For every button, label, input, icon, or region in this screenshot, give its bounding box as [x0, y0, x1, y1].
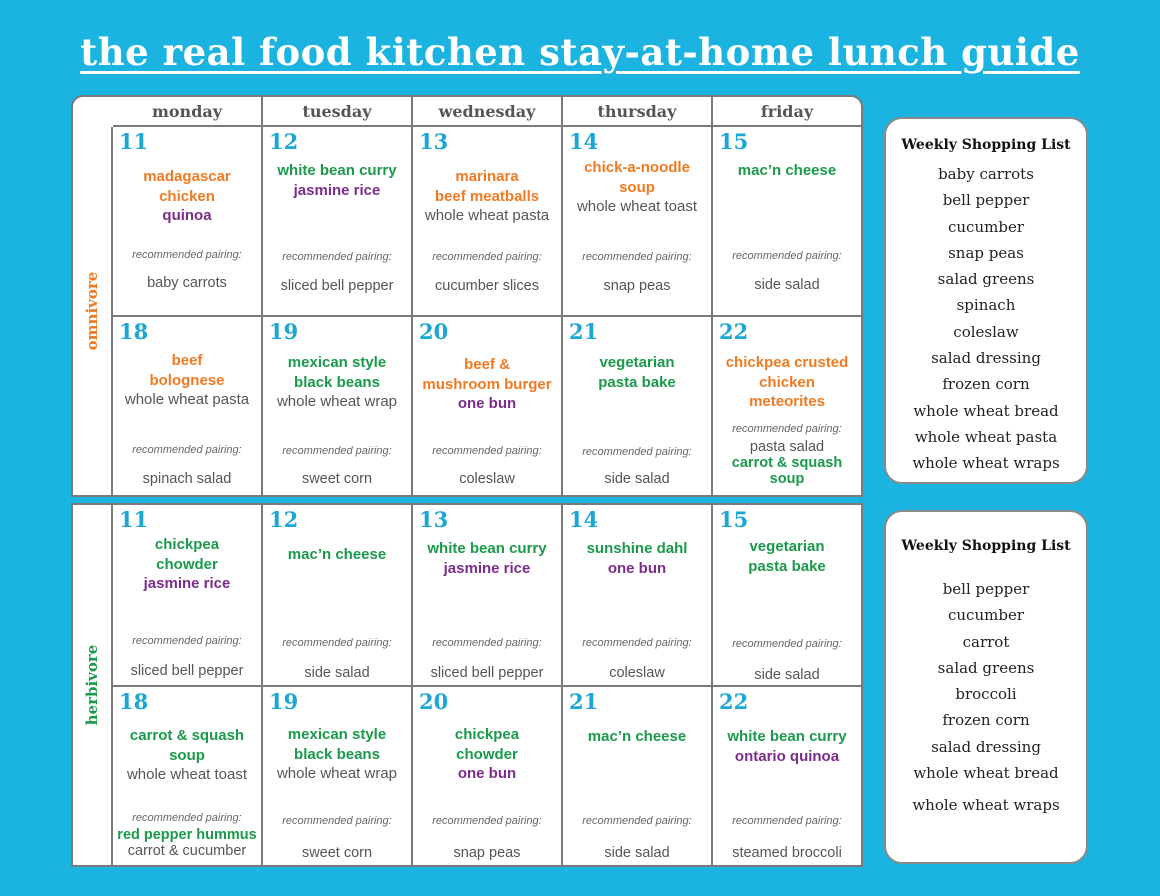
meal-text: [263, 725, 411, 784]
meal-line: soup: [619, 178, 655, 196]
pairing-line: spinach salad: [142, 471, 232, 487]
pairing-line: snap peas: [603, 278, 671, 294]
pairing-line: steamed broccoli: [732, 845, 842, 861]
pairing-line: sliced bell pepper: [430, 665, 544, 681]
meal-text: [413, 725, 561, 784]
shopping-list-item: spinach: [956, 296, 1016, 315]
shopping-list-item: baby carrots: [938, 165, 1034, 183]
meal-line: beef &: [464, 356, 510, 373]
meal-line: mac’n cheese: [587, 728, 687, 745]
pairing-label: recommended pairing:: [582, 815, 692, 827]
meal-text: [113, 167, 261, 226]
date-number: 12: [269, 507, 299, 532]
week-row: [113, 315, 861, 495]
shopping-list-item: cucumber: [948, 217, 1024, 236]
pairing-label: recommended pairing:: [282, 445, 392, 457]
pairing-text: [413, 278, 561, 294]
shopping-list-item: carrot: [962, 632, 1010, 651]
omnivore-side-label: [73, 127, 113, 495]
meal-text: [713, 537, 861, 576]
week-row: [113, 505, 861, 685]
day-cell-tuesday: [261, 317, 411, 495]
day-cell-tuesday: [261, 127, 411, 315]
date-number: 19: [269, 319, 299, 344]
meal-line: meteorites: [749, 393, 825, 410]
pairing-text: [263, 845, 411, 861]
pairing-text: [413, 845, 561, 861]
herbivore-label: herbivore: [83, 644, 101, 726]
date-number: 15: [719, 129, 749, 154]
meal-text: [563, 158, 711, 217]
pairing-label: recommended pairing:: [282, 251, 392, 263]
meal-line: mexican style: [287, 354, 387, 371]
meal-line: white bean curry: [427, 540, 547, 557]
date-number: 15: [719, 507, 749, 532]
meal-text: [563, 353, 711, 392]
meal-text: [563, 539, 711, 578]
date-number: 11: [119, 129, 149, 154]
meal-line: beef meatballs: [434, 187, 540, 205]
date-number: 14: [569, 507, 599, 532]
day-cell-tuesday: [261, 505, 411, 685]
pairing-label: recommended pairing:: [132, 444, 242, 456]
meal-line: white bean curry: [277, 162, 397, 179]
pairing-text: [263, 471, 411, 487]
meal-line: chicken: [159, 187, 215, 205]
meal-text: [113, 535, 261, 594]
meal-line: ontario quinoa: [734, 747, 840, 765]
shopping-list-item: coleslaw: [953, 322, 1019, 341]
day-cell-friday: [711, 127, 861, 315]
meal-text: [263, 353, 411, 412]
date-number: 18: [119, 319, 149, 344]
pairing-text: [263, 278, 411, 294]
herbivore-side-label: [73, 505, 113, 865]
shopping-list-item: whole wheat wraps: [912, 454, 1060, 473]
pairing-label: recommended pairing:: [582, 251, 692, 263]
pairing-text: [563, 278, 711, 294]
meal-text: [263, 161, 411, 200]
date-number: 21: [569, 319, 599, 344]
day-cell-monday: [113, 505, 261, 685]
meal-text: [713, 727, 861, 766]
meal-line: jasmine rice: [293, 181, 381, 199]
date-number: 13: [419, 129, 449, 154]
day-header-row: [113, 97, 861, 127]
week-row: [113, 685, 861, 867]
pairing-label: recommended pairing:: [732, 815, 842, 827]
meal-line: whole wheat pasta: [124, 391, 250, 408]
meal-line: black beans: [294, 373, 380, 391]
date-number: 12: [269, 129, 299, 154]
pairing-text: [263, 665, 411, 681]
date-number: 22: [719, 319, 749, 344]
meal-line: vegetarian: [599, 354, 675, 371]
shopping-list-item: cucumber: [948, 606, 1024, 625]
pairing-line: soup: [769, 471, 805, 487]
meal-line: black beans: [294, 745, 380, 763]
meal-line: pasta bake: [748, 557, 826, 575]
meal-line: one bun: [607, 559, 667, 577]
pairing-line: sliced bell pepper: [130, 663, 244, 679]
pairing-text: [413, 665, 561, 681]
meal-line: quinoa: [162, 207, 212, 224]
meal-text: [413, 539, 561, 578]
meal-line: mexican style: [287, 726, 387, 743]
day-cell-monday: [113, 317, 261, 495]
meal-text: [713, 161, 861, 181]
pairing-line: carrot & cucumber: [127, 843, 247, 859]
meal-text: [113, 351, 261, 410]
pairing-text: [713, 845, 861, 861]
pairing-line: snap peas: [453, 845, 521, 861]
date-number: 22: [719, 689, 749, 714]
pairing-label: recommended pairing:: [432, 637, 542, 649]
pairing-text: [713, 277, 861, 293]
day-cell-friday: [711, 505, 861, 685]
pairing-line: pasta salad: [749, 439, 825, 455]
shopping-list-item: whole wheat wraps: [912, 796, 1060, 815]
shopping-list-item: bell pepper: [942, 580, 1030, 598]
shopping-list-item: whole wheat bread: [913, 764, 1059, 783]
meal-line: mac’n cheese: [287, 546, 387, 563]
day-cell-thursday: [561, 127, 711, 315]
day-header-friday: friday: [711, 97, 861, 125]
pairing-line: sweet corn: [301, 845, 373, 861]
omnivore-shopping-list: [884, 117, 1088, 484]
day-cell-friday: [711, 317, 861, 495]
shopping-list-item: whole wheat pasta: [914, 427, 1058, 446]
meal-line: vegetarian: [749, 538, 825, 555]
pairing-label: recommended pairing:: [582, 637, 692, 649]
shopping-list-item: salad dressing: [931, 737, 1041, 756]
pairing-line: cucumber slices: [435, 278, 539, 294]
meal-line: soup: [169, 746, 205, 764]
pairing-line: coleslaw: [609, 665, 665, 681]
meal-line: beef: [171, 352, 203, 369]
date-number: 11: [119, 507, 149, 532]
meal-line: mac’n cheese: [737, 162, 837, 179]
meal-text: [263, 545, 411, 565]
shopping-list-items: [886, 161, 1086, 477]
day-cell-thursday: [561, 317, 711, 495]
shopping-list-item: broccoli: [955, 685, 1017, 704]
pairing-label: recommended pairing:: [732, 423, 842, 435]
pairing-line: side salad: [604, 845, 670, 861]
shopping-list-item: frozen corn: [942, 711, 1030, 730]
herbivore-calendar: [71, 503, 863, 867]
day-header-thursday: thursday: [561, 97, 711, 125]
meal-line: sunshine dahl: [586, 540, 688, 557]
meal-line: chickpea: [454, 726, 520, 743]
meal-line: pasta bake: [598, 373, 676, 391]
pairing-label: recommended pairing:: [732, 638, 842, 650]
shopping-list-title: Weekly Shopping List: [901, 538, 1071, 554]
pairing-label: recommended pairing:: [432, 251, 542, 263]
day-cell-monday: [113, 687, 261, 867]
meal-line: carrot & squash: [129, 727, 245, 744]
meal-line: whole wheat wrap: [276, 393, 398, 410]
pairing-line: carrot & squash: [731, 455, 843, 471]
day-cell-wednesday: [411, 127, 561, 315]
meal-line: jasmine rice: [143, 575, 231, 592]
date-number: 19: [269, 689, 299, 714]
shopping-list-item: whole wheat bread: [913, 401, 1059, 420]
pairing-label: recommended pairing:: [732, 250, 842, 262]
pairing-line: red pepper hummus: [117, 827, 257, 843]
meal-line: chicken: [759, 373, 815, 391]
meal-line: madagascar: [143, 168, 231, 185]
omnivore-label: omnivore: [83, 271, 101, 351]
meal-line: whole wheat wrap: [276, 765, 398, 782]
day-cell-friday: [711, 687, 861, 867]
pairing-line: side salad: [604, 471, 670, 487]
date-number: 20: [419, 689, 449, 714]
pairing-label: recommended pairing:: [132, 812, 242, 824]
meal-text: [563, 727, 711, 747]
date-number: 20: [419, 319, 449, 344]
meal-line: whole wheat pasta: [424, 207, 550, 224]
meal-line: marinara: [455, 168, 519, 185]
pairing-text: [113, 471, 261, 487]
pairing-text: [713, 439, 861, 487]
pairing-text: [113, 275, 261, 291]
date-number: 18: [119, 689, 149, 714]
meal-line: chickpea crusted: [725, 354, 849, 371]
day-header-tuesday: tuesday: [261, 97, 411, 125]
herbivore-shopping-list: [884, 510, 1088, 864]
date-number: 13: [419, 507, 449, 532]
pairing-line: side salad: [754, 667, 820, 683]
meal-line: white bean curry: [727, 728, 847, 745]
meal-line: chowder: [156, 555, 218, 573]
day-cell-wednesday: [411, 687, 561, 867]
herbivore-grid: [113, 505, 861, 865]
week-row: [113, 127, 861, 315]
day-cell-thursday: [561, 505, 711, 685]
meal-text: [413, 355, 561, 414]
pairing-line: sliced bell pepper: [280, 278, 394, 294]
date-number: 14: [569, 129, 599, 154]
pairing-label: recommended pairing:: [132, 249, 242, 261]
pairing-label: recommended pairing:: [582, 446, 692, 458]
omnivore-calendar: [71, 95, 863, 497]
meal-text: [413, 167, 561, 226]
pairing-label: recommended pairing:: [432, 445, 542, 457]
meal-line: one bun: [457, 395, 517, 412]
day-cell-wednesday: [411, 505, 561, 685]
omnivore-grid: [113, 127, 861, 495]
day-cell-wednesday: [411, 317, 561, 495]
pairing-line: baby carrots: [147, 275, 227, 291]
date-number: 21: [569, 689, 599, 714]
day-header-monday: monday: [151, 102, 223, 121]
meal-text: [713, 353, 861, 412]
pairing-label: recommended pairing:: [282, 637, 392, 649]
day-cell-monday: [113, 127, 261, 315]
pairing-text: [563, 845, 711, 861]
page-title: the real food kitchen stay-at-home lunch guide: [80, 30, 1080, 74]
shopping-list-item: salad greens: [937, 270, 1035, 289]
meal-line: mushroom burger: [422, 375, 552, 393]
day-cell-tuesday: [261, 687, 411, 867]
pairing-line: coleslaw: [459, 471, 515, 487]
pairing-text: [113, 663, 261, 679]
pairing-line: side salad: [754, 277, 820, 293]
meal-line: chick-a-noodle: [584, 159, 690, 176]
shopping-list-title: Weekly Shopping List: [901, 137, 1071, 153]
meal-line: bolognese: [149, 371, 225, 389]
shopping-list-item: salad dressing: [931, 349, 1041, 368]
meal-line: whole wheat toast: [126, 766, 248, 783]
shopping-list-item: bell pepper: [942, 191, 1030, 210]
meal-line: chowder: [456, 745, 518, 763]
shopping-list-item: salad greens: [937, 658, 1035, 677]
day-cell-thursday: [561, 687, 711, 867]
pairing-label: recommended pairing:: [132, 635, 242, 647]
pairing-text: [563, 471, 711, 487]
pairing-text: [563, 665, 711, 681]
meal-text: [113, 726, 261, 785]
pairing-text: [413, 471, 561, 487]
meal-line: jasmine rice: [443, 559, 531, 577]
pairing-text: [113, 827, 261, 859]
meal-line: whole wheat toast: [576, 198, 698, 215]
day-header-wednesday: wednesday: [411, 97, 561, 125]
shopping-list-items: [886, 576, 1086, 819]
pairing-label: recommended pairing:: [432, 815, 542, 827]
pairing-label: recommended pairing:: [282, 815, 392, 827]
shopping-list-item: snap peas: [948, 243, 1024, 262]
pairing-text: [713, 667, 861, 683]
pairing-line: sweet corn: [301, 471, 373, 487]
meal-line: one bun: [457, 765, 517, 782]
pairing-line: side salad: [304, 665, 370, 681]
shopping-list-item: frozen corn: [942, 375, 1030, 394]
meal-line: chickpea: [154, 536, 220, 553]
